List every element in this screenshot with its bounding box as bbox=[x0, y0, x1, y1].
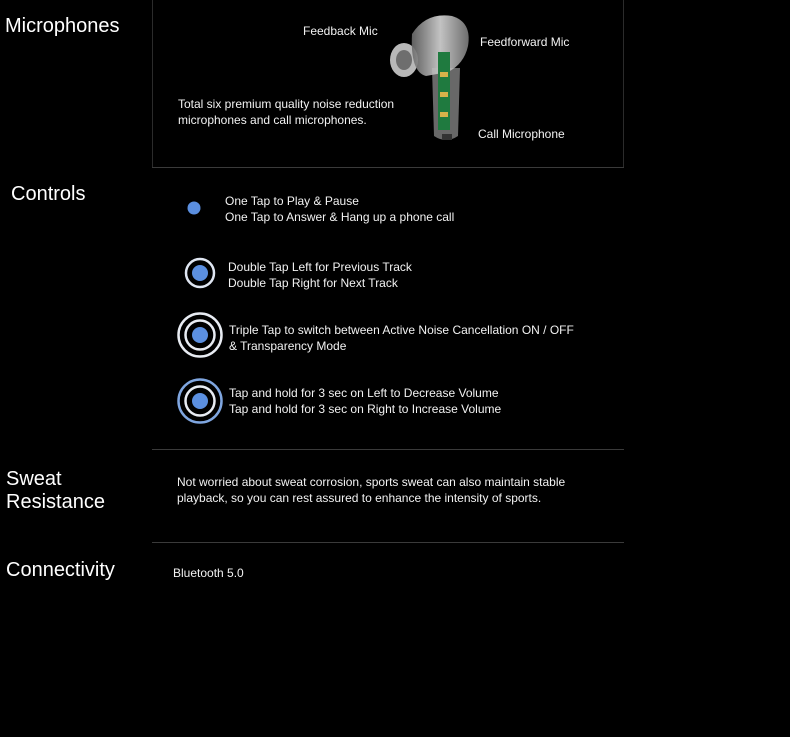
feedback-mic-callout: Feedback Mic bbox=[303, 24, 378, 38]
control-item-triple-tap: Triple Tap to switch between Active Noise Cancellation ON / OFF & Transparency Mode bbox=[229, 323, 574, 353]
microphones-description: Total six premium quality noise reduction microphones and call microphones. bbox=[178, 97, 395, 127]
feedforward-mic-callout: Feedforward Mic bbox=[480, 35, 570, 49]
divider-controls bbox=[152, 449, 624, 450]
control-item-double-tap: Double Tap Left for Previous Track Double Tap Right for Next Track bbox=[228, 260, 412, 290]
call-microphone-callout: Call Microphone bbox=[478, 127, 565, 141]
sweat-resistance-label: Sweat Resistance bbox=[6, 468, 105, 513]
right-column-divider bbox=[623, 0, 624, 168]
connectivity-value: Bluetooth 5.0 bbox=[173, 566, 244, 580]
divider-sweat bbox=[152, 542, 624, 543]
left-column-divider bbox=[152, 0, 153, 168]
control-item-tap-hold: Tap and hold for 3 sec on Left to Decrease Volume Tap and hold for 3 sec on Right to Increase Volume bbox=[229, 386, 502, 416]
triple-tap-icon bbox=[176, 311, 224, 359]
earbud-illustration bbox=[386, 12, 476, 146]
controls-label: Controls bbox=[11, 183, 86, 205]
control-item-single-tap: One Tap to Play & Pause One Tap to Answer & Hang up a phone call bbox=[225, 194, 455, 224]
single-tap-icon bbox=[186, 200, 202, 216]
double-tap-icon bbox=[184, 257, 216, 289]
microphones-label: Microphones bbox=[5, 15, 120, 37]
tap-hold-icon bbox=[176, 377, 224, 425]
sweat-resistance-description: Not worried about sweat corrosion, sports sweat can also maintain stable playback, so you can rest assured to enhance the intensity of sports. bbox=[177, 475, 566, 505]
connectivity-label: Connectivity bbox=[6, 559, 115, 581]
divider-microphones bbox=[152, 167, 624, 168]
